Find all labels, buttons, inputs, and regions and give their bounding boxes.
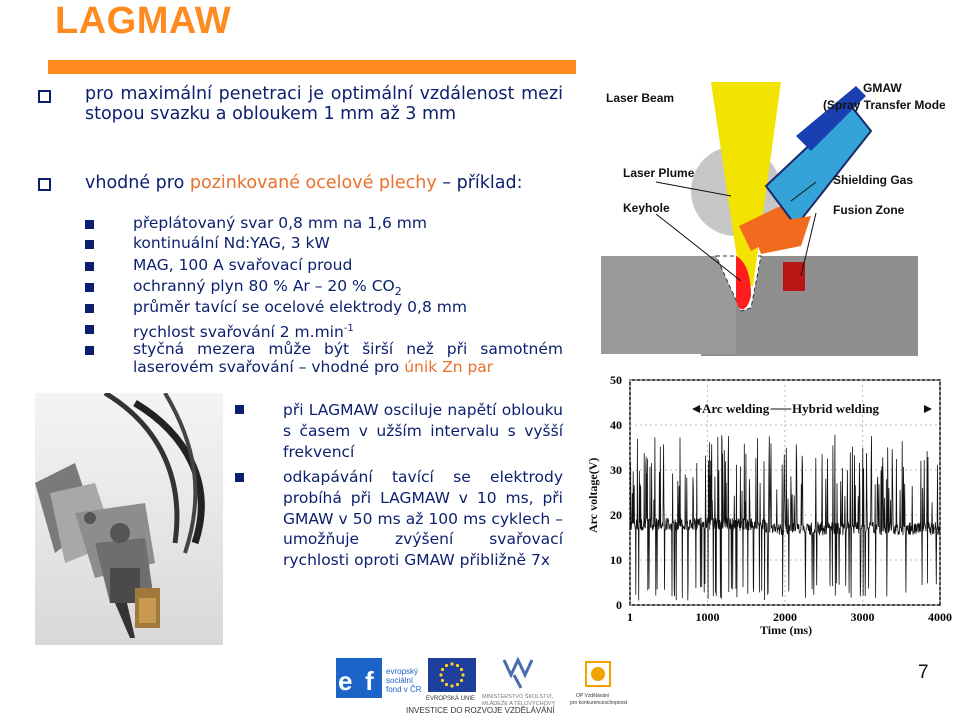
esf-line1: evropský bbox=[386, 667, 419, 676]
eu-label: EVROPSKÁ UNIE bbox=[426, 696, 476, 702]
y-tick-label: 40 bbox=[610, 418, 622, 432]
x-tick-label: 1 bbox=[627, 610, 633, 624]
label-keyhole: Keyhole bbox=[623, 201, 670, 215]
x-tick-label: 2000 bbox=[772, 610, 797, 624]
gmaw-title-1: GMAW bbox=[863, 81, 902, 95]
square-bullet bbox=[85, 262, 94, 271]
gmaw-hybrid-diagram bbox=[601, 76, 945, 356]
x-tick-label: 1000 bbox=[695, 610, 720, 624]
square-bullet bbox=[85, 304, 94, 313]
label-shielding-gas: Shielding Gas bbox=[833, 173, 914, 187]
bullet-text-penetration: pro maximální penetraci je optimální vzdálenost mezi stopou svazku a obloukem 1 mm až 3 mm bbox=[85, 84, 563, 124]
funding-logos bbox=[336, 650, 636, 715]
list-item: kontinuální Nd:YAG, 3 kW bbox=[133, 234, 330, 252]
eu-star bbox=[461, 673, 464, 676]
arc-voltage-chart bbox=[580, 368, 952, 640]
square-bullet bbox=[85, 283, 94, 292]
bullet-text-galvanized: vhodné pro pozinkované ocelové plechy – příklad: bbox=[85, 173, 523, 193]
hollow-square-bullet bbox=[38, 178, 51, 191]
list-item-gap: styčná mezera může být širší než při samotném laserovém svařování – vhodné pro únik Zn par bbox=[133, 340, 563, 376]
op-line1: OP Vzdělávání bbox=[576, 693, 610, 699]
robot-welding-head-image bbox=[35, 393, 223, 645]
label-fusion-zone: Fusion Zone bbox=[833, 203, 905, 217]
eu-star bbox=[445, 683, 448, 686]
x-tick-label: 3000 bbox=[850, 610, 875, 624]
list-item-speed: rychlost svařování 2 $m.\min^{-1}$ bbox=[133, 323, 354, 342]
droplet-detachment-note: odkapávání tavící se elektrody probíhá při LAGMAW v 10 ms, při GMAW v 50 ms až 100 ms cyklech – umožňuje zvýšení svařovací rychlosti oproti GMAW přibližně 7x bbox=[283, 468, 563, 570]
eu-star bbox=[460, 668, 463, 671]
square-bullet bbox=[235, 473, 244, 482]
y-tick-label: 20 bbox=[610, 508, 622, 522]
list-item: přeplátovaný svar 0,8 mm na 1,6 mm bbox=[133, 214, 427, 232]
page-title: LAGMAW bbox=[55, 0, 232, 42]
eu-star bbox=[441, 668, 444, 671]
y-axis-label: Arc voltage(V) bbox=[586, 457, 600, 533]
esf-line2: sociální bbox=[386, 676, 414, 685]
annotation-hybrid: Hybrid welding bbox=[792, 401, 880, 416]
square-bullet bbox=[85, 240, 94, 249]
list-item: MAG, 100 A svařovací proud bbox=[133, 256, 353, 274]
svg-text:e: e bbox=[338, 666, 353, 696]
eu-star bbox=[450, 662, 453, 665]
square-bullet bbox=[235, 405, 244, 414]
y-tick-label: 30 bbox=[610, 463, 622, 477]
annotation-arc: Arc welding bbox=[702, 401, 770, 416]
square-bullet bbox=[85, 220, 94, 229]
eu-star bbox=[439, 673, 442, 676]
title-underline bbox=[48, 60, 576, 74]
square-bullet bbox=[85, 346, 94, 355]
eu-star bbox=[456, 683, 459, 686]
x-axis-label: Time (ms) bbox=[760, 623, 813, 637]
arc-voltage-note: při LAGMAW osciluje napětí oblouku s časem v užším intervalu s vyšší frekvencí bbox=[283, 401, 563, 461]
eu-star bbox=[450, 684, 453, 687]
footer-text: INVESTICE DO ROZVOJE VZDĚLÁVÁNÍ bbox=[406, 706, 555, 715]
label-laser-beam: Laser Beam bbox=[606, 91, 675, 105]
highlight-galvanized: pozinkované ocelové plechy bbox=[189, 173, 437, 193]
eu-star bbox=[456, 664, 459, 667]
op-line2: pro konkurenceschopnost bbox=[570, 700, 628, 706]
gmaw-title-2: (Spray Transfer Mode) bbox=[823, 98, 945, 112]
list-item: průměr tavící se ocelové elektrody 0,8 mm bbox=[133, 298, 467, 316]
svg-text:f: f bbox=[365, 666, 374, 696]
list-item-gas: ochranný plyn 80 % Ar – 20 % $CO_2$ bbox=[133, 277, 402, 299]
x-tick-label: 4000 bbox=[928, 610, 952, 624]
label-laser-plume: Laser Plume bbox=[623, 166, 695, 180]
msmt-line2: MLÁDEŽE A TĚLOVÝCHOVY bbox=[482, 701, 556, 707]
esf-line3: fond v ČR bbox=[386, 685, 422, 694]
msmt-line1: MINISTERSTVO ŠKOLSTVÍ, bbox=[482, 694, 554, 700]
page-number: 7 bbox=[918, 662, 929, 683]
hollow-square-bullet bbox=[38, 90, 51, 103]
eu-star bbox=[441, 679, 444, 682]
eu-star bbox=[445, 664, 448, 667]
y-tick-label: 10 bbox=[610, 553, 622, 567]
eu-star bbox=[460, 679, 463, 682]
y-tick-label: 0 bbox=[616, 598, 622, 612]
square-bullet bbox=[85, 325, 94, 334]
y-tick-label: 50 bbox=[610, 373, 622, 387]
